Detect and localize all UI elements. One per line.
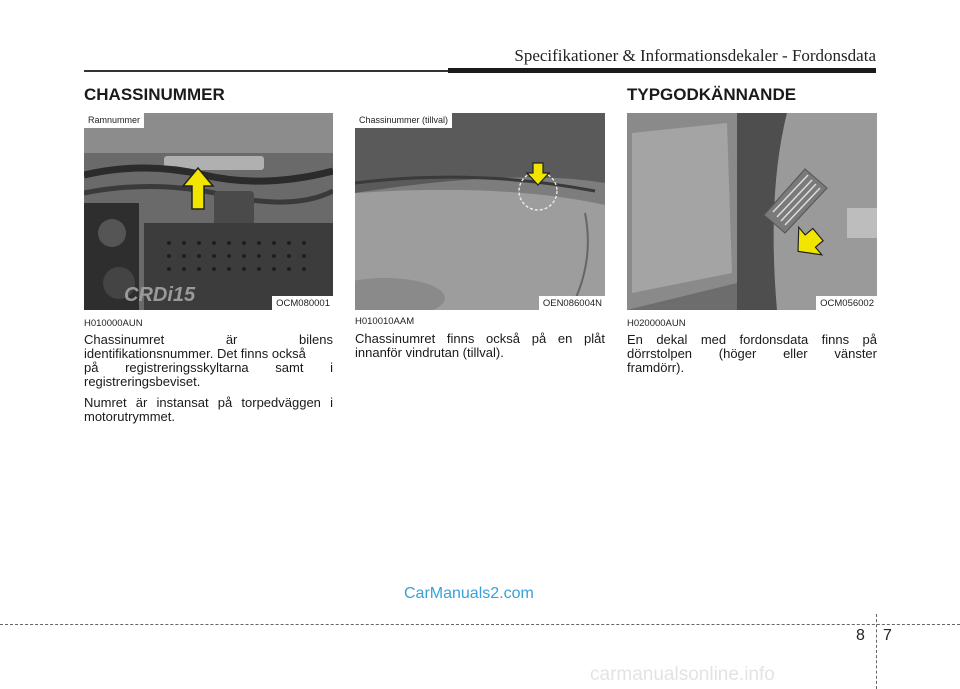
photo-code: OEN086004N (539, 296, 605, 310)
ref-code: H020000AUN (627, 318, 686, 329)
engine-bay-photo (84, 113, 333, 310)
paragraph: Chassinumret finns också på en plåt innanför vindrutan (tillval). (355, 331, 605, 360)
paragraph: En dekal med fordonsdata finns på dörrstolpen (höger eller vänster framdörr). (627, 332, 877, 375)
photo-code: OCM080001 (272, 296, 333, 310)
footer-rule (0, 624, 960, 625)
running-header: Specifikationer & Informationsdekaler - Fordonsdata (514, 46, 876, 65)
door-pillar-photo (627, 113, 877, 310)
page-number: 7 (883, 627, 892, 644)
heading-typgodkannande: TYPGODKÄNNANDE (627, 85, 797, 104)
chapter-number: 8 (856, 627, 865, 644)
engine-badge-text: CRDi15 (124, 284, 196, 306)
paragraph: Chassinumret är bilens identifikationsnummer. Det finns också på registreringsskyltarna samt i registreringsbeviset. (84, 332, 333, 389)
header-bar (448, 68, 876, 73)
heading-chassinummer: CHASSINUMMER (84, 85, 225, 104)
photo-label: Ramnummer (84, 113, 144, 128)
watermark-text: carmanualsonline.info (590, 664, 775, 685)
photo-label: Chassinummer (tillval) (355, 113, 452, 128)
watermark-link[interactable]: CarManuals2.com (404, 585, 534, 602)
windshield-photo (355, 113, 605, 310)
photo-code: OCM056002 (816, 296, 877, 310)
paragraph: Numret är instansat på torpedväggen i motorutrymmet. (84, 395, 333, 424)
footer-divider (876, 614, 877, 689)
ref-code: H010000AUN (84, 318, 143, 329)
ref-code: H010010AAM (355, 316, 415, 327)
